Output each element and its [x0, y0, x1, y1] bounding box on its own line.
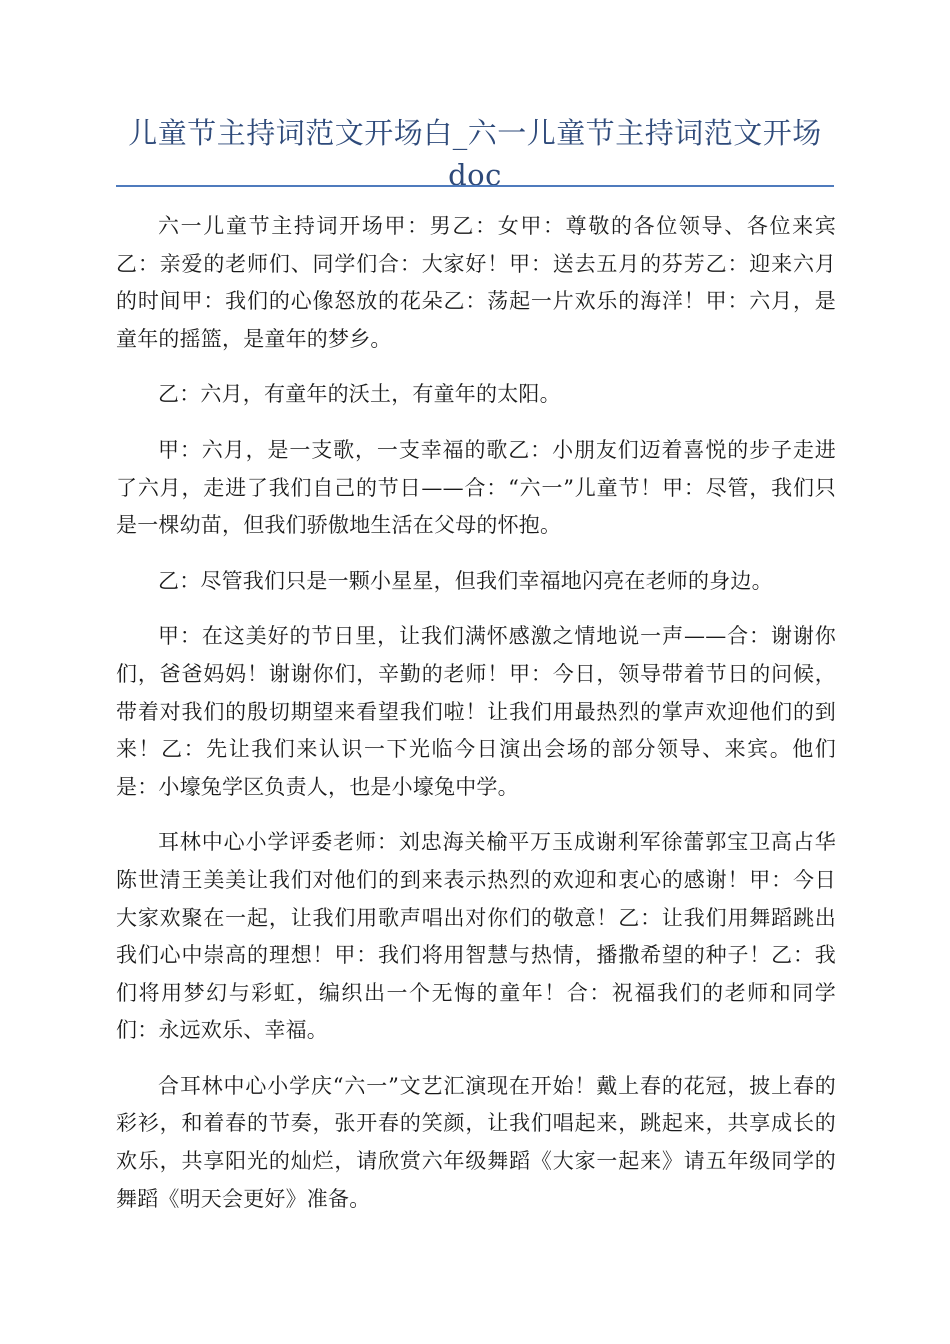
paragraph: 合耳林中心小学庆“六一”文艺汇演现在开始！戴上春的花冠，披上春的彩衫，和着春的节奏，张开春的笑颜，让我们唱起来，跳起来，共享成长的欢乐，共享阳光的灿烂，请欣赏六年级舞蹈《大家一起来》请五年级同学的舞蹈《明天会更好》准备。	[116, 1073, 836, 1211]
paragraph: 六一儿童节主持词开场甲：男乙：女甲：尊敬的各位领导、各位来宾乙：亲爱的老师们、同学们合：大家好！甲：送去五月的芬芳乙：迎来六月的时间甲：我们的心像怒放的花朵乙：荡起一片欢乐的海洋！甲：六月，是童年的摇篮，是童年的梦乡。	[116, 214, 836, 351]
paragraph: 乙：尽管我们只是一颗小星星，但我们幸福地闪亮在老师的身边。	[158, 568, 773, 593]
paragraph: 甲：在这美好的节日里，让我们满怀感激之情地说一声——合：谢谢你们，爸爸妈妈！谢谢你们，辛勤的老师！甲：今日，领导带着节日的问候，带着对我们的殷切期望来看望我们啦！让我们用最热烈的掌声欢迎他们的到来！乙：先让我们来认识一下光临今日演出会场的部分领导、来宾。他们是：小壕兔学区负责人，也是小壕兔中学。	[116, 624, 836, 799]
title-underline	[116, 185, 834, 187]
document-title: 儿童节主持词范文开场白_六一儿童节主持词范文开场doc	[128, 116, 822, 192]
paragraph: 耳林中心小学评委老师：刘忠海关榆平万玉成谢利军徐蕾郭宝卫高占华陈世清王美美让我们对他们的到来表示热烈的欢迎和衷心的感谢！甲：今日大家欢聚在一起，让我们用歌声唱出对你们的敬意！乙：让我们用舞蹈跳出我们心中崇高的理想！甲：我们将用智慧与热情，播撒希望的种子！乙：我们将用梦幻与彩虹，编织出一个无悔的童年！合：祝福我们的老师和同学们：永远欢乐、幸福。	[116, 830, 836, 1043]
document-body	[116, 208, 836, 1236]
paragraph: 甲：六月，是一支歌，一支幸福的歌乙：小朋友们迈着喜悦的步子走进了六月，走进了我们自己的节日——合：“六一”儿童节！甲：尽管，我们只是一棵幼苗，但我们骄傲地生活在父母的怀抱。	[116, 437, 836, 538]
paragraph: 乙：六月，有童年的沃土，有童年的太阳。	[158, 382, 561, 407]
